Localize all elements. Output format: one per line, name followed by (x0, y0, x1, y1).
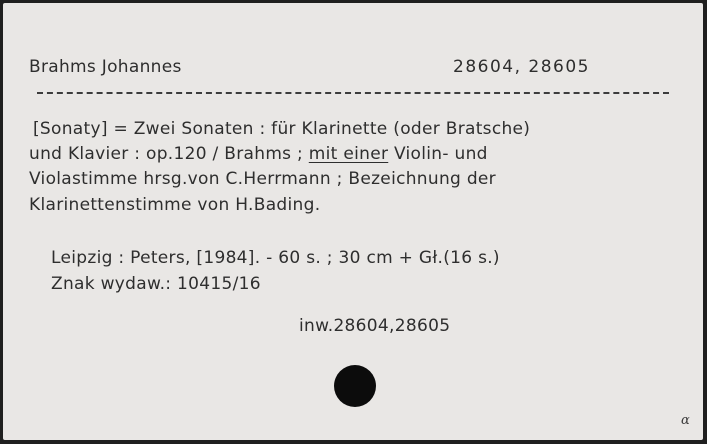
handwritten-mark: ɑ (681, 413, 690, 428)
call-numbers: 28604, 28605 (453, 57, 590, 77)
dashed-divider (37, 92, 669, 94)
title-line-3: Violastimme hrsg.von C.Herrmann ; Bezeichnung der (29, 169, 496, 189)
underlined-phrase: mit einer (308, 144, 389, 164)
title-line-1: [Sonaty] = Zwei Sonaten : für Klarinette (oder Bratsche) (33, 119, 531, 139)
title-line-2 (29, 144, 488, 164)
card-punch-hole (334, 365, 376, 407)
title-line-4: Klarinettenstimme von H.Bading. (29, 195, 321, 215)
title-line-2-end: Violin- und (388, 144, 488, 164)
catalog-card (3, 3, 703, 440)
inventory-number: inw.28604,28605 (299, 316, 451, 336)
plate-number-line: Znak wydaw.: 10415/16 (51, 274, 261, 294)
title-line-2-start: und Klavier : op.120 / Brahms ; (29, 144, 309, 164)
imprint-line: Leipzig : Peters, [1984]. - 60 s. ; 30 cm + Gł.(16 s.) (51, 248, 500, 268)
author-heading: Brahms Johannes (29, 57, 182, 77)
